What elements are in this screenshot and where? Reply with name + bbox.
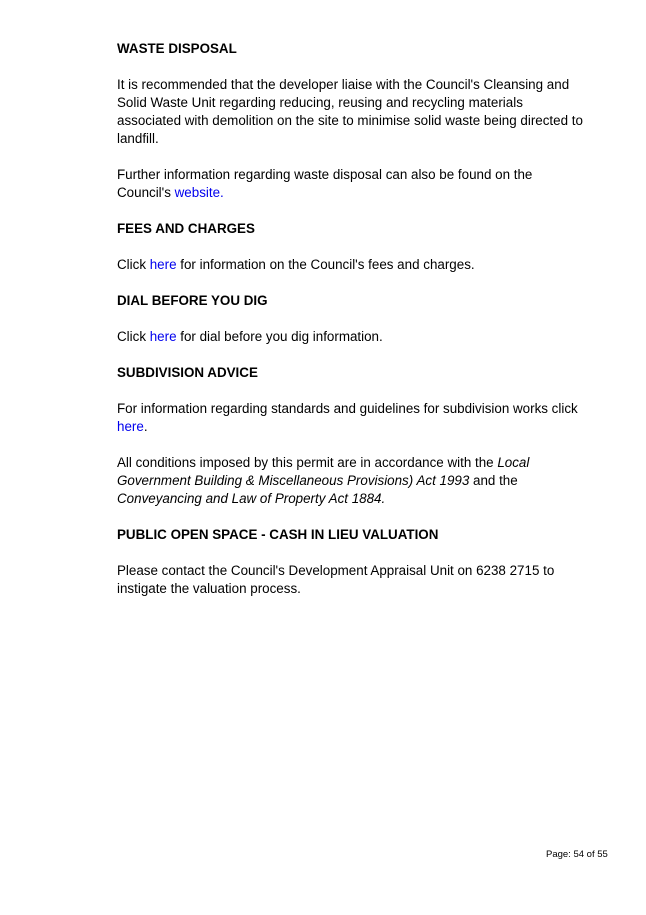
waste-disposal-heading: WASTE DISPOSAL — [117, 41, 237, 56]
subdivision-here-link[interactable]: here — [117, 419, 144, 434]
fees-paragraph — [117, 256, 589, 274]
dial-paragraph — [117, 328, 589, 346]
conditions-text-c: and the — [469, 473, 518, 488]
dial-heading: DIAL BEFORE YOU DIG — [117, 293, 268, 308]
waste-disposal-paragraph: It is recommended that the developer liaise with the Council's Cleansing and Solid Waste Unit regarding reducing, reusing and recycling materials associated with demolition on the site to minimise solid waste being directed to landfill. — [117, 77, 583, 146]
local-government-act-title: Local Government Building & Miscellaneous Provisions) Act 1993 — [117, 455, 530, 488]
subdivision-heading: SUBDIVISION ADVICE — [117, 365, 258, 380]
document-page — [117, 40, 589, 616]
website-link[interactable]: website. — [174, 185, 224, 200]
fees-here-link[interactable]: here — [149, 257, 177, 272]
dial-post-text: for dial before you dig information. — [176, 329, 383, 344]
waste-info-text: Further information regarding waste disposal can also be found on the Council's — [117, 167, 533, 200]
fees-heading: FEES AND CHARGES — [117, 221, 255, 236]
subdivision-pre-text: For information regarding standards and guidelines for subdivision works click — [117, 401, 578, 416]
subdivision-post-text: . — [143, 419, 148, 434]
waste-disposal-info-paragraph — [117, 166, 589, 202]
page-number: Page: 54 of 55 — [546, 849, 608, 860]
fees-pre-text: Click — [117, 257, 150, 272]
dial-here-link[interactable]: here — [149, 329, 177, 344]
public-open-space-paragraph: Please contact the Council's Development Appraisal Unit on 6238 2715 to instigate the valuation process. — [117, 563, 555, 596]
public-open-space-heading: PUBLIC OPEN SPACE - CASH IN LIEU VALUATION — [117, 527, 439, 542]
conditions-text-a: All conditions imposed by this permit are in accordance with the — [117, 455, 498, 470]
fees-post-text: for information on the Council's fees and charges. — [176, 257, 475, 272]
conveyancing-act-title: Conveyancing and Law of Property Act 1884. — [117, 491, 386, 506]
dial-pre-text: Click — [117, 329, 150, 344]
conditions-paragraph — [117, 454, 589, 508]
subdivision-paragraph — [117, 400, 589, 436]
